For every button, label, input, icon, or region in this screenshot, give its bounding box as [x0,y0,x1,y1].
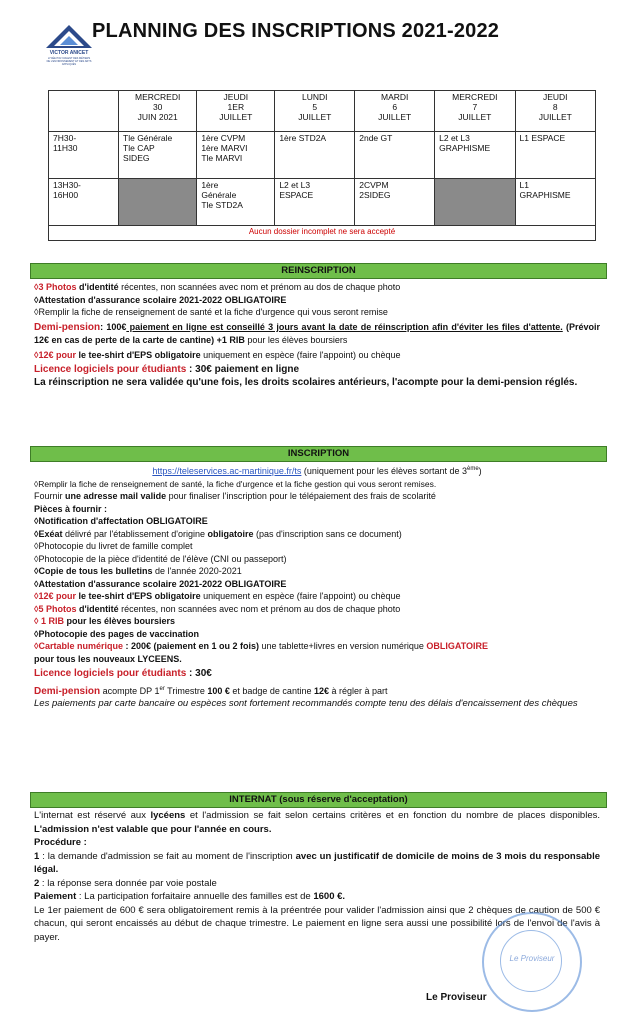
inscription-url-line: https://teleservices.ac-martinique.fr/ts (uniquement pour les élèves sortant de 3ème) [152,466,482,476]
logo-name: VICTOR ANICET [49,50,89,56]
inscription-photos: ◊5 Photos d'identité récentes, non scannées avec nom et prénom au dos de chaque photo [34,603,401,614]
internat-intro: L'internat est réservé aux lycéens et l'admission se fait selon certains critères et en fonction du nombre de places disponibles. L'admission n'est valable que pour l'année en cours. [34,810,600,835]
signature: Le Proviseur [426,992,487,1003]
schedule-header-cell: JEUDI 8 JUILLET [515,91,595,132]
schedule-time-cell: 7H30- 11H30 [49,132,119,179]
stamp-text: Le Proviseur [509,954,555,963]
inscription-cartable-note: pour tous les nouveaux LYCEENS. [34,653,182,664]
inscription-section [34,463,600,711]
schedule-warning-row [49,226,596,241]
internat-step-1: 1 : la demande d'admission se fait au moment de l'inscription avec un justificatif de domicile de moins de 3 mois du responsable légal. [34,850,600,875]
school-logo [44,24,94,70]
inscription-tshirt: ◊12€ pour le tee-shirt d'EPS obligatoire uniquement en espèce (faire l'appoint) ou chèque [34,591,401,601]
schedule-time-cell: 13H30- 16H00 [49,179,119,226]
reinscription-attestation: ◊Attestation d'assurance scolaire 2021-2022 OBLIGATOIRE [34,294,287,305]
schedule-header-cell: MERCREDI 30 JUIN 2021 [119,91,197,132]
reinscription-licence: Licence logiciels pour étudiants : 30€ paiement en ligne [34,364,300,375]
reinscription-section [34,281,600,389]
internat-payment: Paiement : La participation forfaitaire annuelle des familles est de 1600 €. [34,891,346,902]
inscription-vaccination: ◊Photocopie des pages de vaccination [34,628,199,639]
schedule-cell: 2CVPM 2SIDEG [355,179,435,226]
schedule-row-afternoon [49,179,596,226]
internat-heading: INTERNAT (sous réserve d'acceptation) [30,792,607,808]
inscription-item: ◊Exéat délivré par l'établissement d'origine obligatoire (pas d'inscription sans ce document) [34,528,402,539]
schedule-cell-closed [119,179,197,226]
reinscription-heading: REINSCRIPTION [30,263,607,279]
inscription-item: ◊Photocopie de la pièce d'identité de l'élève (CNI ou passeport) [34,553,287,564]
schedule-cell: 1ère CVPM 1ère MARVI Tle MARVI [197,132,275,179]
schedule-cell: L2 et L3 GRAPHISME [435,132,515,179]
inscription-demi-pension: Demi-pension acompte DP 1er Trimestre 100 € et badge de cantine 12€ à régler à part [34,685,388,697]
schedule-cell: L1 GRAPHISME [515,179,595,226]
schedule-header-cell: MERCREDI 7 JUILLET [435,91,515,132]
schedule-cell: L2 et L3 ESPACE [275,179,355,226]
schedule-cell: Tle Générale Tle CAP SIDEG [119,132,197,179]
schedule-cell: 2nde GT [355,132,435,179]
schedule-header-cell: LUNDI 5 JUILLET [275,91,355,132]
schedule-cell: L1 ESPACE [515,132,595,179]
teleservices-link[interactable]: https://teleservices.ac-martinique.fr/ts [152,466,302,476]
inscription-fiche: ◊Remplir la fiche de renseignement de santé, la fiche d'urgence et la fiche gestion qui vous seront remises. [34,478,437,489]
schedule-header-row [49,91,596,132]
internat-payment-details: Le 1er paiement de 600 € sera obligatoirement remis à la préentrée pour valider l'admission ainsi que 2 chèques de caution de 500 € chacun, qui seront encaissés au début de chaque trimestre. Le paiement en ligne sera aussi une possibilité lors de l'envoi de l'avis à payer. [34,904,600,943]
inscription-item: ◊Attestation d'assurance scolaire 2021-2022 OBLIGATOIRE [34,578,287,589]
inscription-item: ◊Photocopie du livret de famille complet [34,541,193,551]
inscription-licence: Licence logiciels pour étudiants : 30€ [34,668,212,679]
inscription-item: ◊Notification d'affectation OBLIGATOIRE [34,516,208,526]
reinscription-photos: ◊3 Photos d'identité récentes, non scannées avec nom et prénom au dos de chaque photo [34,282,401,292]
reinscription-final-note: La réinscription ne sera validée qu'une fois, les droits scolaires antérieurs, l'acompte pour la demi-pension réglés. [34,376,578,388]
schedule-warning: Aucun dossier incomplet ne sera accepté [49,226,596,241]
internat-step-2: 2 : la réponse sera donnée par voie postale [34,877,217,889]
inscription-item: ◊Copie de tous les bulletins de l'année 2020-2021 [34,566,242,576]
internat-procedure-title: Procédure : [34,837,87,848]
schedule-corner-cell [49,91,119,132]
inscription-heading: INSCRIPTION [30,446,607,462]
schedule-header-cell: JEUDI 1ER JUILLET [197,91,275,132]
logo-subtitle: LYCÉE POLYVALENT DES MÉTIERS DE L'ENVIRONNEMENT ET DES ARTS APPLIQUÉS [46,57,92,66]
inscription-cartable: ◊Cartable numérique : 200€ (paiement en 1 ou 2 fois) une tablette+livres en version numérique OBLIGATOIRE [34,641,489,651]
logo-triangle-icon [44,24,94,50]
schedule-cell-closed [435,179,515,226]
page-title: PLANNING DES INSCRIPTIONS 2021-2022 [92,20,500,42]
schedule-cell: 1ère STD2A [275,132,355,179]
schedule-row-morning [49,132,596,179]
inscription-pieces-title: Pièces à fournir : [34,503,108,514]
reinscription-demi-pension: Demi-pension: 100€ paiement en ligne est conseillé 3 jours avant la date de réinscription afin d'éviter les files d'attente. (Prévoir 12€ en cas de perte de la carte de cantine) +1 RIB pour les élèves boursiers [34,321,600,345]
inscription-rib: ◊ 1 RIB pour les élèves boursiers [34,616,176,626]
schedule-table [48,90,596,241]
inscription-mail: Fournir une adresse mail valide pour finaliser l'inscription pour le télépaiement des frais de scolarité [34,491,436,501]
reinscription-tshirt: ◊12€ pour le tee-shirt d'EPS obligatoire uniquement en espèce (faire l'appoint) ou chèque [34,349,401,360]
schedule-header-cell: MARDI 6 JUILLET [355,91,435,132]
reinscription-fiche: ◊Remplir la fiche de renseignement de santé et la fiche d'urgence qui vous seront remise [34,307,388,317]
inscription-payment-note: Les paiements par carte bancaire ou espèces sont fortement recommandés compte tenu des délais d'encaissement des chèques [34,698,578,709]
schedule-cell: 1ère Générale Tle STD2A [197,179,275,226]
official-stamp [482,912,582,1012]
